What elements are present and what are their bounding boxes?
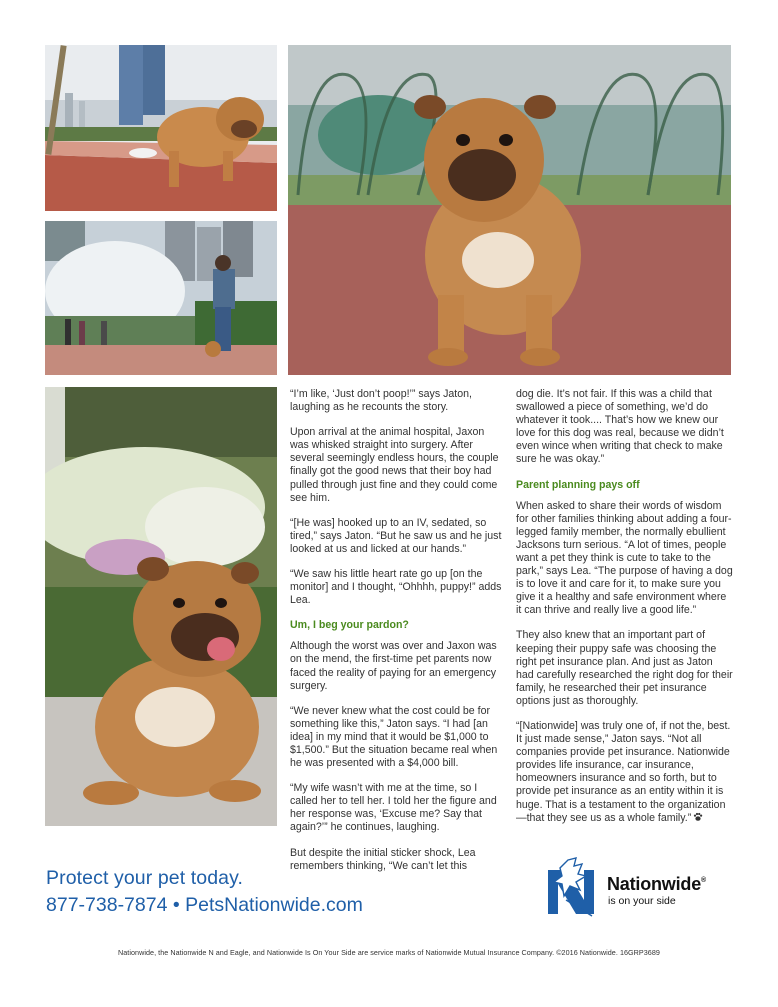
paragraph: They also knew that an important part of keeping their puppy safe was choosing the right pet insurance plan. And just as Jaton had carefully researched the right dog for their family, he researched their pet insurance options just as thoroughly. <box>516 629 733 707</box>
paragraph: “My wife wasn’t with me at the time, so I called her to tell her. I told her the figure and her response was, ‘Excuse me? Say that again?’” he continues, laughing. <box>290 782 497 834</box>
logo-tagline: is on your side <box>608 895 676 907</box>
article-column-2 <box>516 388 733 837</box>
logo-wordmark <box>607 874 706 895</box>
cta-phone-website[interactable]: 877-738-7874 • PetsNationwide.com <box>46 894 363 916</box>
cta-title: Protect your pet today. <box>46 867 244 889</box>
photo-bulldog-sitting <box>45 387 277 826</box>
paragraph-text: “[Nationwide] was truly one of, if not the, best. It just made sense,” Jaton says. “Not all companies provide pet insurance. Nationwide provides life insurance, car insurance, homeowners insurance and so forth, but to provide pet insurance as an entity within it is huge. That is a testament to the organization—that they see us as a whole family.” <box>516 719 731 824</box>
nationwide-eagle-logo <box>546 856 596 920</box>
logo-name-text: Nationwide <box>607 874 702 894</box>
section-heading: Um, I beg your pardon? <box>290 619 409 632</box>
paragraph: Upon arrival at the animal hospital, Jaxon was whisked straight into surgery. After several seemingly endless hours, the couple finally got the good news that their boy had pulled through just fine and they could come see him. <box>290 426 499 504</box>
section-heading: Parent planning pays off <box>516 478 640 491</box>
call-to-action <box>46 866 363 918</box>
paw-icon <box>693 812 703 822</box>
photo-owner-walking-bulldog <box>45 45 277 211</box>
paragraph: “We saw his little heart rate go up [on the monitor] and I thought, “Ohhhh, puppy!” adds Lea. <box>290 568 502 607</box>
footer-legal-text: Nationwide, the Nationwide N and Eagle, and Nationwide Is On Your Side are service marks of Nationwide Mutual Insurance Company. ©2016 Nationwide. 16GRP3689 <box>118 948 660 957</box>
nationwide-logo <box>546 856 736 920</box>
paragraph: “We never knew what the cost could be for something like this,” Jaton says. “I had [an idea] in my mind that it would be $1,000 to $1,500.” But the situation became real when he was presented with a $4,000 bill. <box>290 704 498 770</box>
paragraph: “I’m like, ‘Just don’t poop!’” says Jaton, laughing as he recounts the story. <box>290 388 472 414</box>
article-column-1 <box>290 388 504 885</box>
paragraph: Although the worst was over and Jaxon was on the mend, the first-time pet parents now faced the reality of paying for an emergency surgery. <box>290 640 497 692</box>
photo-fountain-walk <box>45 221 277 375</box>
paragraph: But despite the initial sticker shock, Lea remembers thinking, “We can’t let this <box>290 846 476 872</box>
paragraph: dog die. It’s not fair. If this was a child that swallowed a piece of something, we’d do whatever it took.... That’s how we knew our love for this dog was real, because we didn’t even wince when writing that check to make sure he was okay.” <box>516 388 724 466</box>
registered-mark: ® <box>701 877 706 884</box>
photo-bulldog-standing-closeup <box>288 45 731 375</box>
paragraph-last <box>516 720 733 825</box>
paragraph: When asked to share their words of wisdom for other families thinking about adding a four-legged family member, the normally ebullient Jacksons turn serious. “A lot of times, people want a pet they think is cute to take to the park,” says Lea. “The purpose of having a dog is to love it and care for it, to make sure you give it a healthy and safe environment where it can thrive and really live a good life.” <box>516 499 733 617</box>
paragraph: “[He was] hooked up to an IV, sedated, so tired,” says Jaton. “But he saw us and he just looked at us and licked at our hands.” <box>290 516 502 555</box>
